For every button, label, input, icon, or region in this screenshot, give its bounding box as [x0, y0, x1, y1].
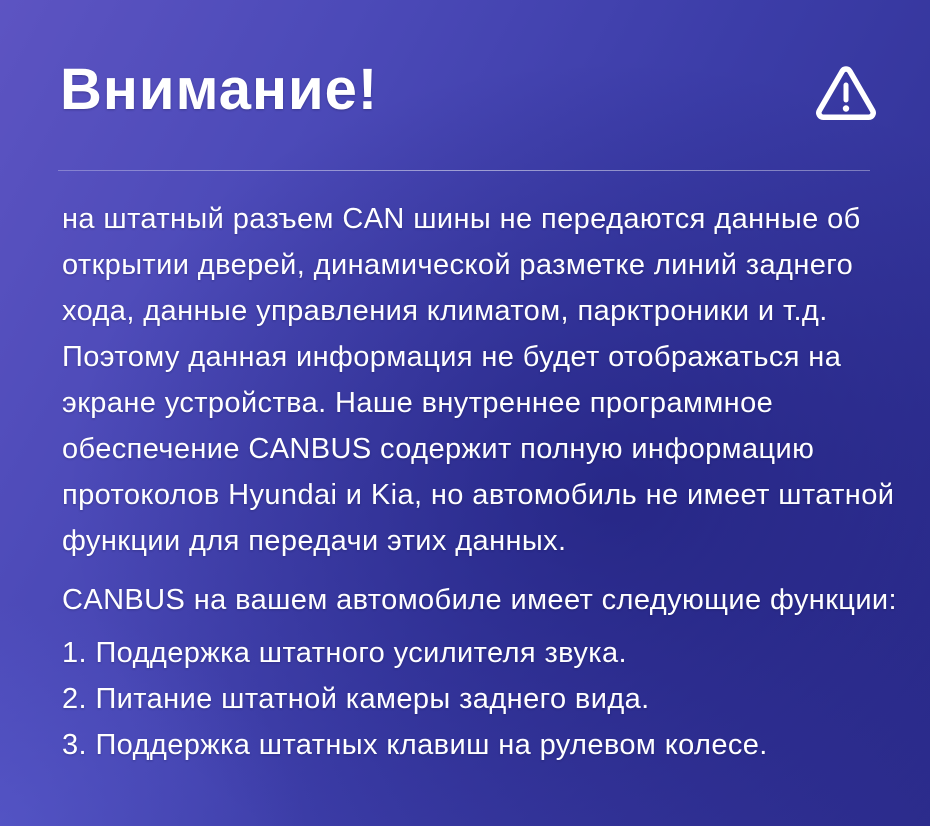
paragraph-line: хода, данные управления климатом, парктроники и т.д. [62, 295, 828, 327]
list-item: 3. Поддержка штатных клавиш на рулевом колесе. [62, 729, 768, 761]
divider [58, 170, 870, 171]
paragraph-line: обеспечение CANBUS содержит полную информацию [62, 433, 815, 465]
paragraph-line: экране устройства. Наше внутреннее программное [62, 387, 774, 419]
paragraph-line: открытии дверей, динамической разметке линий заднего [62, 249, 854, 281]
header [60, 57, 878, 129]
page-title: Внимание! [60, 57, 379, 122]
paragraph-line: Поэтому данная информация не будет отображаться на [62, 341, 842, 373]
body-text [62, 196, 897, 768]
paragraph-line: на штатный разъем CAN шины не передаются данные об [62, 203, 861, 235]
main-paragraph [62, 196, 895, 564]
list-item: 1. Поддержка штатного усилителя звука. [62, 637, 627, 669]
functions-list [62, 630, 875, 768]
paragraph-line: протоколов Hyundai и Kia, но автомобиль не имеет штатной [62, 479, 895, 511]
list-item: 2. Питание штатной камеры заднего вида. [62, 683, 650, 715]
paragraph-line: функции для передачи этих данных. [62, 525, 567, 557]
warning-triangle-icon [814, 64, 878, 129]
functions-intro: CANBUS на вашем автомобиле имеет следующие функции: [62, 584, 897, 616]
